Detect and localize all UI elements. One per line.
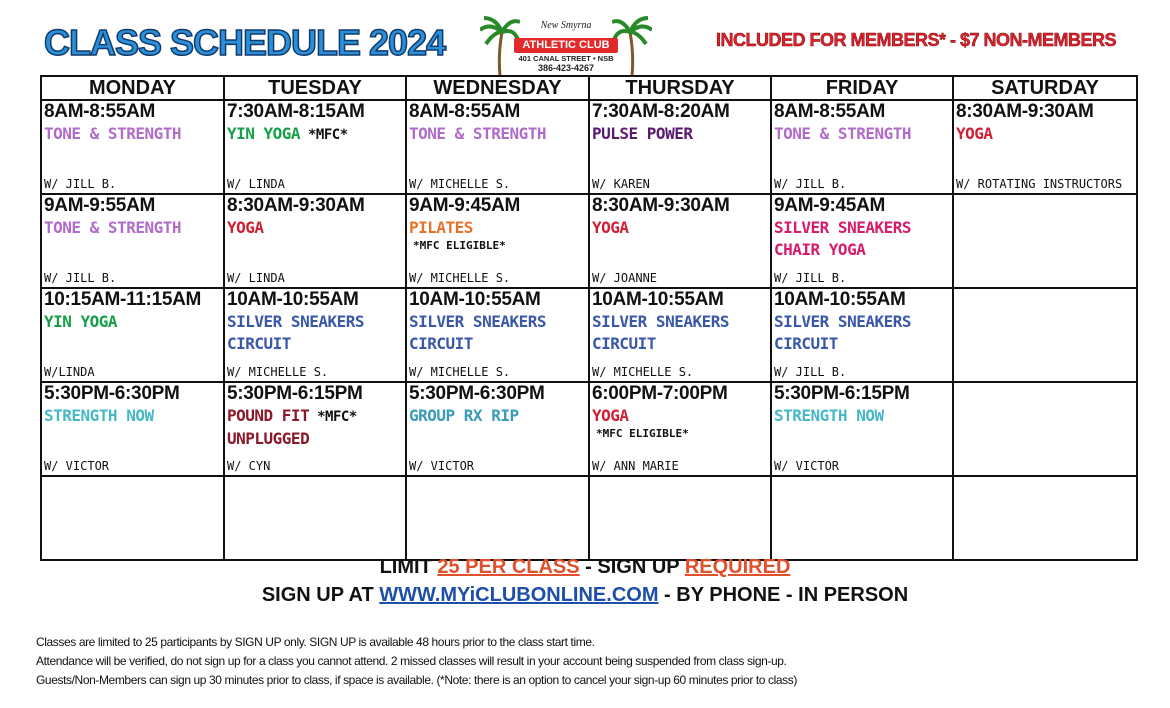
class-time: 6:00PM-7:00PM (592, 383, 728, 404)
class-cell (406, 382, 589, 476)
class-name-text: TONE & STRENGTH (409, 124, 546, 143)
class-cell (41, 194, 224, 288)
class-name-text: STRENGTH NOW (774, 406, 884, 425)
instructor: W/ LINDA (227, 271, 285, 285)
class-time: 7:30AM-8:15AM (227, 101, 365, 122)
class-time: 7:30AM-8:20AM (592, 101, 730, 122)
instructor: W/ MICHELLE S. (227, 365, 329, 379)
limit-count: 25 PER CLASS (437, 556, 580, 578)
schedule-table (40, 75, 1138, 561)
instructor: W/ JILL B. (44, 271, 117, 285)
class-name-text: TONE & STRENGTH (44, 218, 181, 237)
class-limit-line (0, 556, 1170, 579)
class-cell (589, 288, 771, 382)
class-time: 8:30AM-9:30AM (227, 195, 365, 216)
limit-text-mid: - SIGN UP (579, 556, 685, 578)
class-cell (224, 100, 406, 194)
class-cell (953, 288, 1137, 382)
class-name-text: TONE & STRENGTH (44, 124, 181, 143)
page-title: CLASS SCHEDULE 2024 (44, 22, 446, 63)
pricing-note: INCLUDED FOR MEMBERS* - $7 NON-MEMBERS (716, 30, 1117, 50)
class-name (774, 405, 950, 427)
class-name-text: PILATES (409, 218, 473, 237)
empty-cell (41, 476, 224, 560)
instructor: W/ JILL B. (774, 271, 847, 285)
class-time: 8:30AM-9:30AM (592, 195, 730, 216)
class-cell (589, 100, 771, 194)
class-name (409, 405, 586, 427)
instructor: W/ ROTATING INSTRUCTORS (956, 177, 1123, 191)
class-name-line2: CIRCUIT (774, 334, 838, 353)
class-cell (224, 194, 406, 288)
day-header-row (41, 76, 1137, 100)
class-cell (953, 100, 1137, 194)
class-name (44, 123, 221, 145)
class-name (44, 311, 221, 333)
class-cell (41, 288, 224, 382)
club-logo (478, 14, 654, 76)
class-name-line2: UNPLUGGED (227, 429, 310, 448)
class-name-line2: CHAIR YOGA (774, 240, 866, 259)
mfc-tag: *MFC* (300, 127, 348, 143)
instructor: W/ MICHELLE S. (409, 271, 511, 285)
class-time: 9AM-9:55AM (44, 195, 156, 216)
class-cell (771, 194, 953, 288)
class-name (774, 217, 950, 239)
instructor: W/ ANN MARIE (592, 459, 679, 473)
mfc-tag: *MFC* (309, 409, 357, 425)
class-name (227, 405, 403, 428)
class-cell (771, 100, 953, 194)
class-name (592, 311, 768, 333)
class-name-text: PULSE POWER (592, 124, 693, 143)
class-name (592, 405, 768, 427)
class-name (409, 123, 586, 145)
instructor: W/ JILL B. (774, 177, 847, 191)
class-name-text: YOGA (227, 218, 264, 237)
instructor: W/ JILL B. (774, 365, 847, 379)
class-name (409, 311, 586, 333)
schedule-row (41, 382, 1137, 476)
fine-print-line: Guests/Non-Members can sign up 30 minutes prior to class, if space is available. (*Note: there is an option to cancel your sign-up 60 minutes prior to class) (36, 673, 797, 687)
mfc-eligible-note: *MFC ELIGIBLE* (596, 427, 689, 440)
class-cell (771, 382, 953, 476)
logo-address: 401 CANAL STREET • NSB (518, 54, 614, 63)
fine-print-line: Classes are limited to 25 participants by SIGN UP only. SIGN UP is available 48 hours prior to the class start time. (36, 635, 595, 649)
class-name-text: STRENGTH NOW (44, 406, 154, 425)
logo-phone: 386-423-4267 (537, 63, 595, 73)
empty-cell (589, 476, 771, 560)
day-header-wednesday: WEDNESDAY (406, 76, 589, 100)
instructor: W/ MICHELLE S. (592, 365, 694, 379)
instructor: W/ KAREN (592, 177, 650, 191)
class-cell (406, 194, 589, 288)
instructor: W/ MICHELLE S. (409, 177, 511, 191)
class-name-text: SILVER SNEAKERS (592, 312, 729, 331)
day-header-monday: MONDAY (41, 76, 224, 100)
schedule-row (41, 288, 1137, 382)
class-name (227, 123, 403, 146)
class-cell (406, 100, 589, 194)
day-header-tuesday: TUESDAY (224, 76, 406, 100)
class-name (227, 217, 403, 239)
schedule-row (41, 100, 1137, 194)
class-name (409, 217, 586, 239)
class-name (44, 405, 221, 427)
class-name (956, 123, 1134, 145)
class-cell (406, 288, 589, 382)
class-name-text: GROUP RX RIP (409, 406, 519, 425)
class-name-line2: CIRCUIT (227, 334, 291, 353)
instructor: W/LINDA (44, 365, 95, 379)
class-time: 5:30PM-6:15PM (774, 383, 910, 404)
class-cell (589, 382, 771, 476)
class-time: 5:30PM-6:30PM (44, 383, 180, 404)
instructor: W/ LINDA (227, 177, 285, 191)
class-name-line2: CIRCUIT (592, 334, 656, 353)
class-name-text: YIN YOGA (44, 312, 118, 331)
class-cell (224, 288, 406, 382)
logo-name: ATHLETIC CLUB (514, 38, 618, 53)
class-time: 8AM-8:55AM (409, 101, 521, 122)
instructor: W/ VICTOR (774, 459, 840, 473)
class-name (44, 217, 221, 239)
class-cell (41, 100, 224, 194)
schedule-row-empty (41, 476, 1137, 560)
class-cell (771, 288, 953, 382)
empty-cell (771, 476, 953, 560)
class-cell (953, 382, 1137, 476)
class-name-text: SILVER SNEAKERS (409, 312, 546, 331)
instructor: W/ JILL B. (44, 177, 117, 191)
class-name-text: YOGA (956, 124, 993, 143)
day-header-friday: FRIDAY (771, 76, 953, 100)
signup-link[interactable]: WWW.MYiCLUBONLINE.COM (379, 584, 659, 606)
mfc-eligible-note: *MFC ELIGIBLE* (413, 239, 506, 252)
empty-cell (953, 476, 1137, 560)
class-time: 10AM-10:55AM (774, 289, 906, 310)
class-name (592, 217, 768, 239)
schedule-row (41, 194, 1137, 288)
class-cell (589, 194, 771, 288)
class-time: 9AM-9:45AM (774, 195, 886, 216)
class-name-text: YOGA (592, 406, 629, 425)
signup-text: SIGN UP AT (261, 584, 380, 606)
class-time: 10AM-10:55AM (409, 289, 541, 310)
empty-cell (406, 476, 589, 560)
fine-print-line: Attendance will be verified, do not sign up for a class you cannot attend. 2 missed classes will result in your account being suspended from class sign-up. (36, 654, 787, 668)
class-name (774, 123, 950, 145)
class-time: 9AM-9:45AM (409, 195, 521, 216)
class-name-line2: CIRCUIT (409, 334, 473, 353)
class-name-text: SILVER SNEAKERS (774, 312, 911, 331)
limit-text: LIMIT (379, 556, 438, 578)
class-time: 10:15AM-11:15AM (44, 289, 202, 310)
instructor: W/ JOANNE (592, 271, 658, 285)
day-header-thursday: THURSDAY (589, 76, 771, 100)
logo-top-text: New Smyrna (540, 20, 592, 31)
class-time: 10AM-10:55AM (227, 289, 359, 310)
class-time: 10AM-10:55AM (592, 289, 724, 310)
signup-text-post: - BY PHONE - IN PERSON (658, 584, 909, 606)
class-cell (224, 382, 406, 476)
class-name-text: TONE & STRENGTH (774, 124, 911, 143)
class-name-text: POUND FIT (227, 406, 310, 425)
class-name (592, 123, 768, 145)
day-header-saturday: SATURDAY (953, 76, 1137, 100)
empty-cell (224, 476, 406, 560)
signup-line (0, 584, 1170, 607)
instructor: W/ VICTOR (409, 459, 475, 473)
class-cell (953, 194, 1137, 288)
class-time: 5:30PM-6:15PM (227, 383, 363, 404)
required-text: REQUIRED (684, 556, 791, 578)
class-cell (41, 382, 224, 476)
class-name (774, 311, 950, 333)
class-name-text: YIN YOGA (227, 124, 301, 143)
class-name-text: YOGA (592, 218, 629, 237)
instructor: W/ CYN (227, 459, 271, 473)
class-name (227, 311, 403, 333)
fine-print (36, 633, 797, 690)
class-time: 8AM-8:55AM (44, 101, 156, 122)
class-time: 8AM-8:55AM (774, 101, 886, 122)
class-name-text: SILVER SNEAKERS (227, 312, 364, 331)
class-name-text: SILVER SNEAKERS (774, 218, 911, 237)
instructor: W/ MICHELLE S. (409, 365, 511, 379)
class-time: 8:30AM-9:30AM (956, 101, 1094, 122)
class-time: 5:30PM-6:30PM (409, 383, 545, 404)
instructor: W/ VICTOR (44, 459, 110, 473)
